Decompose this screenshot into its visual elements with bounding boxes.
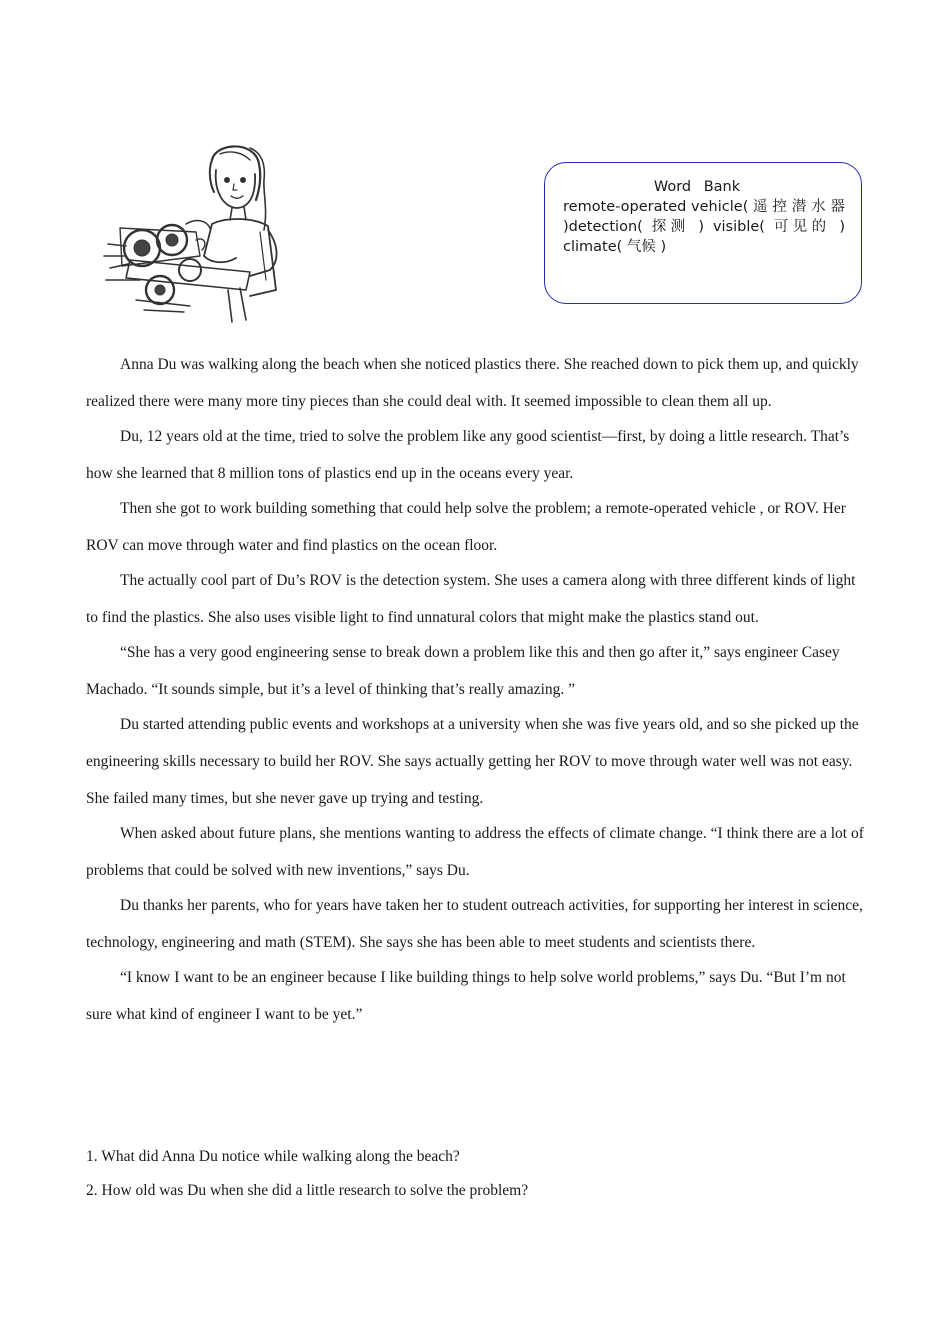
question-list bbox=[86, 1140, 866, 1208]
article-paragraph: Du, 12 years old at the time, tried to solve the problem like any good scientist—first, by doing a little research. That’s how she learned that 8 million tons of plastics end up in the oceans every year. bbox=[86, 428, 850, 482]
article-paragraph: Anna Du was walking along the beach when she noticed plastics there. She reached down to pick them up, and quickly realized there were many more tiny pieces than she could deal with. It seemed impossible to clean them all up. bbox=[86, 356, 859, 410]
article-paragraph: Du thanks her parents, who for years have taken her to student outreach activities, for supporting her interest in science, technology, engineering and math (STEM). She says she has been able to meet students and scientists there. bbox=[86, 897, 863, 951]
article-paragraph: Then she got to work building something that could help solve the problem; a remote-operated vehicle , or ROV. Her ROV can move through water and find plastics on the ocean floor. bbox=[86, 500, 846, 554]
word-bank-text: remote-operated vehicle( 遥 控 潜 水 器 )detection( 探测 ) visible( 可见的 ) climate( 气候 ) bbox=[563, 199, 845, 255]
article-paragraph: The actually cool part of Du’s ROV is the detection system. She uses a camera along with three different kinds of light to find the plastics. She also uses visible light to find unnatural colors that might make the plastics stand out. bbox=[86, 572, 856, 626]
article-paragraph: “I know I want to be an engineer because I like building things to help solve world problems,” says Du. “But I’m not sure what kind of engineer I want to be yet.” bbox=[86, 969, 846, 1023]
article-paragraph: “She has a very good engineering sense to break down a problem like this and then go after it,” says engineer Casey Machado. “It sounds simple, but it’s a level of thinking that’s really amazing. ” bbox=[86, 644, 840, 698]
article-text bbox=[86, 346, 866, 1031]
word-bank-box bbox=[544, 162, 862, 304]
question-1: 1. What did Anna Du notice while walking along the beach? bbox=[86, 1148, 460, 1165]
question-2: 2. How old was Du when she did a little research to solve the problem? bbox=[86, 1182, 529, 1199]
article-paragraph: When asked about future plans, she mentions wanting to address the effects of climate change. “I think there are a lot of problems that could be solved with new inventions,” says Du. bbox=[86, 825, 864, 879]
article-paragraph: Du started attending public events and workshops at a university when she was five years old, and so she picked up the engineering skills necessary to build her ROV. She says actually getting her ROV to move through water well was not easy. She failed many times, but she never gave up trying and testing. bbox=[86, 716, 859, 807]
word-bank-title: Word Bank bbox=[653, 179, 741, 195]
girl-with-rov-drawing-icon bbox=[100, 140, 290, 325]
